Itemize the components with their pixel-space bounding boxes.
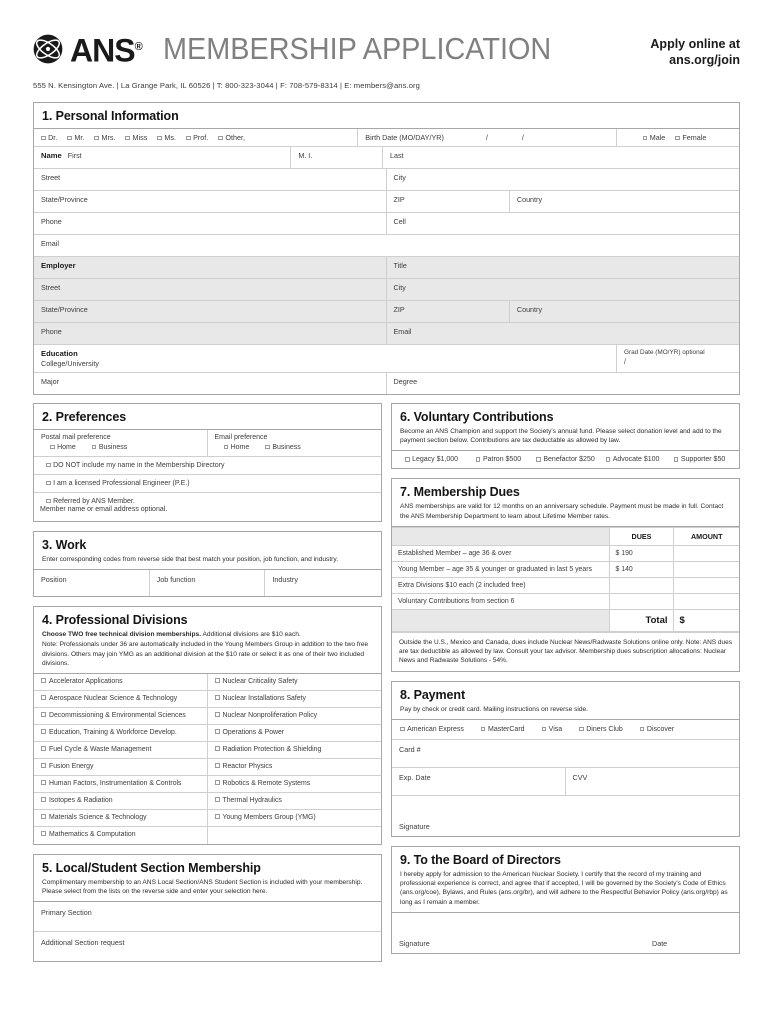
email-pref-business[interactable]: Business xyxy=(265,444,301,451)
row-employer-street-city xyxy=(34,279,739,301)
home-state-field[interactable] xyxy=(34,191,387,212)
exp-cvv-row xyxy=(392,768,739,796)
referred-by-label: Referred by ANS Member. xyxy=(53,498,135,505)
dues-row-label: Established Member – age 36 & over xyxy=(392,545,609,561)
ans-wordmark-text: ANS xyxy=(70,32,135,69)
apply-online-url[interactable]: ans.org/join xyxy=(669,53,740,67)
dues-header-blank xyxy=(392,527,609,545)
two-column-body xyxy=(0,403,770,962)
checkbox-icon[interactable] xyxy=(542,727,547,732)
row-state-zip-country xyxy=(34,191,739,213)
division-item[interactable]: Accelerator Applications xyxy=(34,674,207,691)
dues-row xyxy=(392,561,739,577)
dues-row-amount-due[interactable] xyxy=(609,577,673,593)
employer-label: Employer xyxy=(41,261,76,270)
checkbox-icon[interactable] xyxy=(224,445,229,450)
section-voluntary-contributions xyxy=(391,403,740,469)
apply-online-line1: Apply online at xyxy=(650,37,740,51)
row-name xyxy=(34,147,739,169)
job-function-label: Job function xyxy=(156,575,196,585)
division-item[interactable]: Isotopes & Radiation xyxy=(34,793,207,810)
checkbox-icon[interactable] xyxy=(218,136,223,141)
card-type-discover[interactable]: Discover xyxy=(640,726,674,733)
checkbox-icon[interactable] xyxy=(481,727,486,732)
employer-email-label: Email xyxy=(393,327,412,336)
honorific-option-other[interactable]: Other, xyxy=(218,133,245,142)
work-codes-row xyxy=(34,570,381,596)
employer-phone-label: Phone xyxy=(41,327,62,336)
payment-signature-label: Signature xyxy=(399,822,430,832)
dues-header-row xyxy=(392,527,739,545)
card-type-amex[interactable]: American Express xyxy=(400,726,464,733)
country-label: Country xyxy=(516,195,543,204)
checkbox-icon[interactable] xyxy=(41,695,46,700)
card-type-diners[interactable]: Diners Club xyxy=(579,726,623,733)
division-item[interactable]: Reactor Physics xyxy=(208,759,382,776)
education-label: Education xyxy=(41,349,78,358)
divisions-column-left xyxy=(34,674,208,844)
dues-table xyxy=(392,527,739,632)
employer-city-field[interactable] xyxy=(387,279,740,300)
dues-total-row xyxy=(392,609,739,631)
name-first-field[interactable] xyxy=(34,147,291,168)
section4-header xyxy=(34,607,381,674)
section2-header xyxy=(34,404,381,430)
industry-label: Industry xyxy=(272,575,298,585)
card-type-options xyxy=(392,720,739,740)
section4-title: 4. Professional Divisions xyxy=(42,613,188,628)
dues-row-amount-due: $ 190 xyxy=(609,545,673,561)
section4-note-2: Note: Professionals under 36 are automatically included in the Young Members Group in addition to the two free divisions. Others may join YMG as an additional division at the $10 rate or select it as one of their two included divisions. xyxy=(42,641,369,667)
exp-date-field[interactable] xyxy=(392,768,566,795)
checkbox-icon[interactable] xyxy=(41,780,46,785)
dues-row-amount-due[interactable] xyxy=(609,593,673,609)
section5-title: 5. Local/Student Section Membership xyxy=(42,861,261,876)
checkbox-icon[interactable] xyxy=(215,712,220,717)
zip-label: ZIP xyxy=(393,195,405,204)
checkbox-icon[interactable] xyxy=(50,445,55,450)
section7-note: ANS memberships are valid for 12 months on an anniversary schedule. Payment must be made in full. Contact the ANS Membership Department to learn about Lifetime Member rates. xyxy=(400,503,724,520)
checkbox-icon[interactable] xyxy=(265,445,270,450)
contribution-level[interactable]: Legacy $1,000 xyxy=(398,456,465,463)
exp-date-label: Exp. Date xyxy=(399,773,431,783)
industry-field[interactable] xyxy=(265,570,381,596)
birth-date-field[interactable] xyxy=(358,129,617,146)
checkbox-icon[interactable] xyxy=(215,763,220,768)
checkbox-icon[interactable] xyxy=(46,463,51,468)
position-field[interactable] xyxy=(34,570,150,596)
birth-date-slash-1: / xyxy=(485,133,488,142)
postal-pref-business[interactable]: Business xyxy=(92,444,128,451)
checkbox-icon[interactable] xyxy=(41,763,46,768)
right-column xyxy=(391,403,740,962)
dues-row-amount-entry[interactable] xyxy=(673,577,739,593)
dues-row-label: Extra Divisions $10 each (2 included free) xyxy=(392,577,609,593)
checkbox-icon[interactable] xyxy=(157,136,162,141)
dues-row-amount-due: $ 140 xyxy=(609,561,673,577)
first-name-label: First xyxy=(67,151,82,160)
cell-label: Cell xyxy=(393,217,406,226)
honorific-option[interactable]: Dr. xyxy=(41,133,57,142)
street-label: Street xyxy=(41,173,61,182)
city-label: City xyxy=(393,173,406,182)
primary-section-field[interactable] xyxy=(34,902,381,932)
phone-label: Phone xyxy=(41,217,62,226)
college-university-field[interactable] xyxy=(34,345,617,372)
postal-pref-home[interactable]: Home xyxy=(50,444,76,451)
section-work xyxy=(33,531,382,597)
checkbox-icon[interactable] xyxy=(215,797,220,802)
division-item[interactable]: Decommissioning & Environmental Sciences xyxy=(34,708,207,725)
dues-total-value[interactable]: $ xyxy=(673,609,739,631)
checkbox-icon[interactable] xyxy=(41,712,46,717)
payment-signature-field[interactable] xyxy=(392,796,739,836)
middle-initial-field[interactable] xyxy=(291,147,383,168)
section1-header xyxy=(34,103,739,129)
additional-section-field[interactable] xyxy=(34,932,381,961)
card-number-label: Card # xyxy=(399,745,421,755)
honorific-option[interactable]: Mrs. xyxy=(94,133,115,142)
honorific-option[interactable]: Prof. xyxy=(186,133,208,142)
name-label: Name xyxy=(41,151,62,160)
division-item[interactable]: Fusion Energy xyxy=(34,759,207,776)
checkbox-icon[interactable] xyxy=(674,457,679,462)
employer-country-label: Country xyxy=(516,305,543,314)
contribution-level[interactable]: Benefactor $250 xyxy=(532,456,599,463)
division-item[interactable]: Radiation Protection & Shielding xyxy=(208,742,382,759)
dues-row-amount-entry[interactable] xyxy=(673,561,739,577)
major-label: Major xyxy=(41,377,59,386)
grad-date-slash: / xyxy=(624,359,626,366)
section9-note: I hereby apply for admission to the American Nuclear Society. I certify that the record of my training and professional experience is correct, and agree that if accepted, I will be governed by the Society's Code of Ethics (ans.org/coe), Bylaws, and Rules (ans.org/br), and will adhere to the Respectful Behavior Policy (ans.org/rbp) as long as I remain a member. xyxy=(400,871,728,906)
checkbox-icon[interactable] xyxy=(41,797,46,802)
employer-state-label: State/Province xyxy=(41,305,88,314)
degree-label: Degree xyxy=(393,377,418,386)
dues-row xyxy=(392,593,739,609)
additional-section-label: Additional Section request xyxy=(41,938,125,948)
page-header xyxy=(0,0,770,90)
division-item[interactable]: Aerospace Nuclear Science & Technology xyxy=(34,691,207,708)
contribution-level[interactable]: Supporter $50 xyxy=(666,456,733,463)
referred-by-row[interactable] xyxy=(34,493,381,521)
section8-title: 8. Payment xyxy=(400,687,466,702)
card-number-field[interactable] xyxy=(392,740,739,768)
contribution-level[interactable]: Advocate $100 xyxy=(599,456,666,463)
position-label: Position xyxy=(41,575,67,585)
section9-header xyxy=(392,847,739,913)
section8-note: Pay by check or credit card. Mailing instructions on reverse side. xyxy=(400,705,589,713)
email-label: Email xyxy=(41,239,59,248)
cvv-field[interactable] xyxy=(566,768,740,795)
last-name-label: Last xyxy=(389,151,404,160)
opt-out-directory-label: DO NOT include my name in the Membership Directory xyxy=(53,462,225,469)
section3-title: 3. Work xyxy=(42,538,87,552)
job-title-field[interactable] xyxy=(387,257,740,278)
brand-lockup xyxy=(33,30,580,69)
row-title-birth-gender xyxy=(34,129,739,147)
employer-phone-field[interactable] xyxy=(34,323,387,344)
checkbox-icon[interactable] xyxy=(675,136,680,141)
division-item-empty xyxy=(208,827,382,844)
section-personal-information xyxy=(33,102,740,395)
row-employer-state-zip-country xyxy=(34,301,739,323)
referred-by-note: Member name or email address optional. xyxy=(40,506,168,513)
primary-section-label: Primary Section xyxy=(41,908,92,918)
opt-out-directory-row[interactable] xyxy=(34,457,381,475)
checkbox-icon[interactable] xyxy=(41,136,46,141)
employer-state-field[interactable] xyxy=(34,301,387,322)
division-item[interactable]: Mathematics & Computation xyxy=(34,827,207,844)
division-item[interactable]: Robotics & Remote Systems xyxy=(208,776,382,793)
row-phone-cell xyxy=(34,213,739,235)
section7-title: 7. Membership Dues xyxy=(400,485,520,500)
division-item[interactable]: Nuclear Nonproliferation Policy xyxy=(208,708,382,725)
checkbox-icon[interactable] xyxy=(215,695,220,700)
page-title: MEMBERSHIP APPLICATION xyxy=(162,30,551,66)
checkbox-icon[interactable] xyxy=(215,678,220,683)
section-board-of-directors xyxy=(391,846,740,954)
section-preferences xyxy=(33,403,382,522)
home-street-field[interactable] xyxy=(34,169,387,190)
checkbox-icon[interactable] xyxy=(46,481,51,486)
section5-note: Complimentary membership to an ANS Local Section/ANS Student Section is included with your membership. Please select from the lists on the reverse side and enter your selection here. xyxy=(42,879,363,896)
grad-date-field[interactable] xyxy=(617,345,739,372)
middle-initial-label: M. I. xyxy=(298,151,313,160)
job-function-field[interactable] xyxy=(150,570,266,596)
email-pref-home[interactable]: Home xyxy=(224,444,250,451)
employer-field[interactable] xyxy=(34,257,387,278)
employer-zip-label: ZIP xyxy=(393,305,405,314)
ans-wordmark xyxy=(70,32,142,69)
section6-header xyxy=(392,404,739,451)
board-signature-field[interactable]: Signature xyxy=(399,938,430,948)
section-professional-divisions xyxy=(33,606,382,845)
employer-street-label: Street xyxy=(41,283,61,292)
honorific-option[interactable]: Mr. xyxy=(67,133,84,142)
checkbox-icon[interactable] xyxy=(215,814,220,819)
postal-pref-label: Postal mail preference xyxy=(41,434,111,441)
apply-online-callout xyxy=(650,32,740,68)
checkbox-icon[interactable] xyxy=(41,678,46,683)
state-label: State/Province xyxy=(41,195,88,204)
employer-email-field[interactable] xyxy=(387,323,740,344)
checkbox-icon[interactable] xyxy=(186,136,191,141)
preference-split xyxy=(34,430,381,457)
row-major-degree xyxy=(34,373,739,394)
section-payment xyxy=(391,681,740,837)
home-zip-field[interactable] xyxy=(387,191,510,212)
dues-row-label: Voluntary Contributions from section 6 xyxy=(392,593,609,609)
board-signature-row xyxy=(392,913,739,953)
checkbox-icon[interactable] xyxy=(125,136,130,141)
checkbox-icon[interactable] xyxy=(579,727,584,732)
dues-header-dues: DUES xyxy=(609,527,673,545)
section3-note: Enter corresponding codes from reverse side that best match your position, job function, and industry. xyxy=(42,556,339,563)
division-item[interactable]: Thermal Hydraulics xyxy=(208,793,382,810)
checkbox-icon[interactable] xyxy=(92,445,97,450)
division-item[interactable]: Human Factors, Instrumentation & Controls xyxy=(34,776,207,793)
divisions-list xyxy=(34,674,381,844)
job-title-label: Title xyxy=(393,261,407,270)
college-label: College/University xyxy=(41,359,99,368)
ans-atom-logo-icon xyxy=(33,34,63,64)
section-membership-dues xyxy=(391,478,740,671)
section3-header xyxy=(34,532,381,570)
card-type-mastercard[interactable]: MasterCard xyxy=(481,726,525,733)
major-field[interactable] xyxy=(34,373,387,394)
section8-header xyxy=(392,682,739,720)
home-phone-field[interactable] xyxy=(34,213,387,234)
division-item[interactable]: Young Members Group (YMG) xyxy=(208,810,382,827)
gender-options xyxy=(617,129,739,146)
employer-street-field[interactable] xyxy=(34,279,387,300)
row-email xyxy=(34,235,739,257)
section-local-student-section xyxy=(33,854,382,962)
checkbox-icon[interactable] xyxy=(215,780,220,785)
contribution-level[interactable]: Patron $500 xyxy=(465,456,532,463)
row-street-city xyxy=(34,169,739,191)
home-city-field[interactable] xyxy=(387,169,740,190)
last-name-field[interactable] xyxy=(383,147,739,168)
section6-title: 6. Voluntary Contributions xyxy=(400,410,554,424)
checkbox-icon[interactable] xyxy=(643,136,648,141)
checkbox-icon[interactable] xyxy=(41,814,46,819)
checkbox-icon[interactable] xyxy=(606,457,611,462)
dues-row xyxy=(392,545,739,561)
home-email-field[interactable] xyxy=(34,235,739,256)
contact-address-line: 555 N. Kensington Ave. | La Grange Park, IL 60526 | T: 800-323-3044 | F: 708-579-8314 | E: members@ans.org xyxy=(33,81,420,90)
division-item[interactable]: Nuclear Criticality Safety xyxy=(208,674,382,691)
honorific-options xyxy=(34,129,358,146)
gender-option-male[interactable]: Male xyxy=(643,133,666,142)
division-item[interactable]: Operations & Power xyxy=(208,725,382,742)
birth-date-label: Birth Date (MO/DAY/YR) xyxy=(365,133,444,142)
email-pref-label: Email preference xyxy=(214,434,268,441)
cell-phone-field[interactable] xyxy=(387,213,740,234)
dues-row xyxy=(392,577,739,593)
checkbox-icon[interactable] xyxy=(215,729,220,734)
section5-header xyxy=(34,855,381,902)
checkbox-icon[interactable] xyxy=(476,457,481,462)
honorific-option[interactable]: Miss xyxy=(125,133,147,142)
dues-total-label: Total xyxy=(609,609,673,631)
row-employer-title xyxy=(34,257,739,279)
gender-option-female[interactable]: Female xyxy=(675,133,706,142)
section7-header xyxy=(392,479,739,526)
employer-city-label: City xyxy=(393,283,406,292)
checkbox-icon[interactable] xyxy=(215,746,220,751)
section6-note: Become an ANS Champion and support the Society's annual fund. Please select donation level and add to the payment section below. Contributions are tax deductable as allowed by law. xyxy=(400,428,722,445)
contribution-levels xyxy=(392,451,739,468)
division-item[interactable]: Education, Training & Workforce Develop. xyxy=(34,725,207,742)
professional-engineer-row[interactable] xyxy=(34,475,381,493)
dues-header-amount: AMOUNT xyxy=(673,527,739,545)
dues-total-spacer xyxy=(392,609,609,631)
row-education xyxy=(34,345,739,373)
email-preference xyxy=(208,430,382,456)
row-employer-phone-email xyxy=(34,323,739,345)
checkbox-icon[interactable] xyxy=(405,457,410,462)
employer-country-field[interactable] xyxy=(510,301,739,322)
checkbox-icon[interactable] xyxy=(41,746,46,751)
section1-title: 1. Personal Information xyxy=(42,109,179,123)
board-date-field[interactable]: Date xyxy=(652,938,668,948)
dues-row-label: Young Member – age 35 & younger or graduated in last 5 years xyxy=(392,561,609,577)
division-item[interactable]: Nuclear Installations Safety xyxy=(208,691,382,708)
cvv-label: CVV xyxy=(572,773,588,783)
card-type-visa[interactable]: Visa xyxy=(542,726,563,733)
division-item[interactable]: Materials Science & Technology xyxy=(34,810,207,827)
divisions-column-right xyxy=(208,674,382,844)
grad-date-label: Grad Date (MO/YR) optional xyxy=(624,349,705,356)
checkbox-icon[interactable] xyxy=(400,727,405,732)
checkbox-icon[interactable] xyxy=(41,729,46,734)
checkbox-icon[interactable] xyxy=(67,136,72,141)
section2-title: 2. Preferences xyxy=(42,410,127,424)
left-column xyxy=(33,403,382,962)
registered-mark: ® xyxy=(134,41,142,53)
checkbox-icon[interactable] xyxy=(640,727,645,732)
section4-note-1: Choose TWO free technical division memberships. Additional divisions are $10 each. xyxy=(42,631,301,639)
birth-date-slash-2: / xyxy=(521,133,524,142)
dues-row-amount-entry[interactable] xyxy=(673,545,739,561)
section7-footnote: Outside the U.S., Mexico and Canada, dues include Nuclear News/Radwaste Solutions online only. Note: ANS dues are tax deductible as allowed by law. Consult your tax advisor. Membership dues subscription allocations: Nuclear News and Radwaste Solutions - 54%. xyxy=(392,632,739,671)
dues-row-amount-entry[interactable] xyxy=(673,593,739,609)
degree-field[interactable] xyxy=(387,373,740,394)
employer-zip-field[interactable] xyxy=(387,301,510,322)
section9-title: 9. To the Board of Directors xyxy=(400,853,561,868)
checkbox-icon[interactable] xyxy=(536,457,541,462)
home-country-field[interactable] xyxy=(510,191,739,212)
professional-engineer-label: I am a licensed Professional Engineer (P.E.) xyxy=(53,480,190,487)
checkbox-icon[interactable] xyxy=(94,136,99,141)
postal-mail-preference xyxy=(34,430,208,456)
division-item[interactable]: Fuel Cycle & Waste Management xyxy=(34,742,207,759)
checkbox-icon[interactable] xyxy=(41,831,46,836)
honorific-option[interactable]: Ms. xyxy=(157,133,176,142)
checkbox-icon[interactable] xyxy=(46,499,51,504)
